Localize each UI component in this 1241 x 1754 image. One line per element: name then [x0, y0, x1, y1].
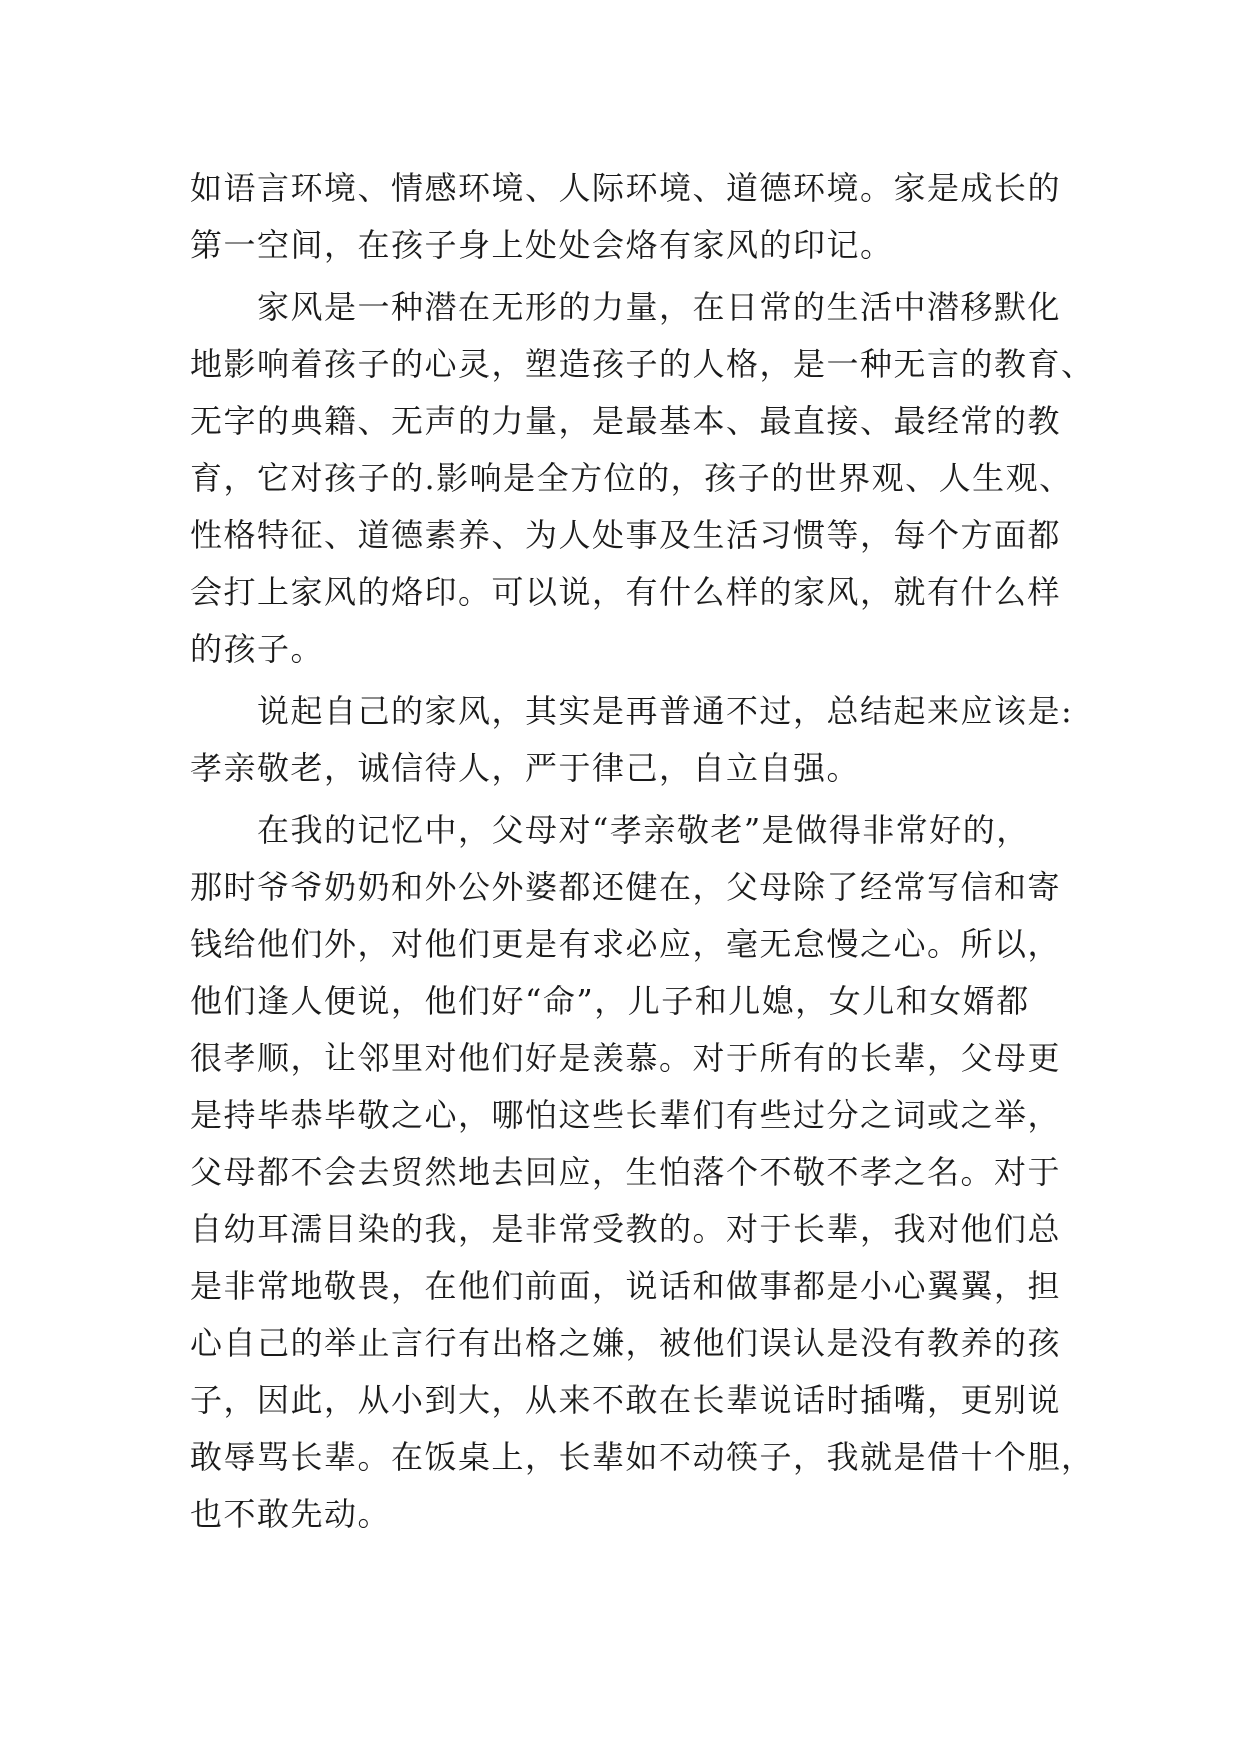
text-line: 无字的典籍、无声的力量，是最基本、最直接、最经常的教 [190, 402, 1062, 440]
text-line: 家风是一种潜在无形的力量，在日常的生活中潜移默化 [190, 288, 1062, 326]
text-line: 自幼耳濡目染的我，是非常受教的。对于长辈，我对他们总 [190, 1210, 1062, 1248]
text-line: 也不敢先动。 [190, 1495, 392, 1533]
text-line: 敢辱骂长辈。在饭桌上，长辈如不动筷子，我就是借十个胆， [190, 1438, 1095, 1476]
text-line: 地影响着孩子的心灵，塑造孩子的人格，是一种无言的教育、 [190, 345, 1095, 383]
text-line: 在我的记忆中，父母对“孝亲敬老”是做得非常好的， [190, 811, 1030, 849]
text-line: 很孝顺，让邻里对他们好是羡慕。对于所有的长辈，父母更 [190, 1039, 1062, 1077]
text-line: 第一空间，在孩子身上处处会烙有家风的印记。 [190, 226, 894, 264]
text-line: 的孩子。 [190, 630, 325, 668]
text-line: 性格特征、道德素养、为人处事及生活习惯等，每个方面都 [190, 516, 1062, 554]
text-line: 心自己的举止言行有出格之嫌，被他们误认是没有教养的孩 [190, 1324, 1062, 1362]
document-body [190, 160, 1095, 1543]
text-line: 父母都不会去贸然地去回应，生怕落个不敬不孝之名。对于 [190, 1153, 1062, 1191]
text-line: 会打上家风的烙印。可以说，有什么样的家风，就有什么样 [190, 573, 1062, 611]
text-line: 子，因此，从小到大，从来不敢在长辈说话时插嘴，更别说 [190, 1381, 1062, 1419]
text-line: 是持毕恭毕敬之心，哪怕这些长辈们有些过分之词或之举， [190, 1096, 1062, 1134]
text-line: 孝亲敬老，诚信待人，严于律己，自立自强。 [190, 749, 861, 787]
text-line: 说起自己的家风，其实是再普通不过，总结起来应该是: [190, 692, 1074, 730]
text-line: 那时爷爷奶奶和外公外婆都还健在，父母除了经常写信和寄 [190, 868, 1062, 906]
text-line: 钱给他们外，对他们更是有求必应，毫无怠慢之心。所以， [190, 925, 1062, 963]
text-line: 是非常地敬畏，在他们前面，说话和做事都是小心翼翼，担 [190, 1267, 1062, 1305]
text-line: 育，它对孩子的.影响是全方位的，孩子的世界观、人生观、 [190, 459, 1073, 497]
text-line: 如语言环境、情感环境、人际环境、道德环境。家是成长的 [190, 169, 1062, 207]
text-line: 他们逢人便说，他们好“命”，儿子和儿媳，女儿和女婿都 [190, 982, 1030, 1020]
